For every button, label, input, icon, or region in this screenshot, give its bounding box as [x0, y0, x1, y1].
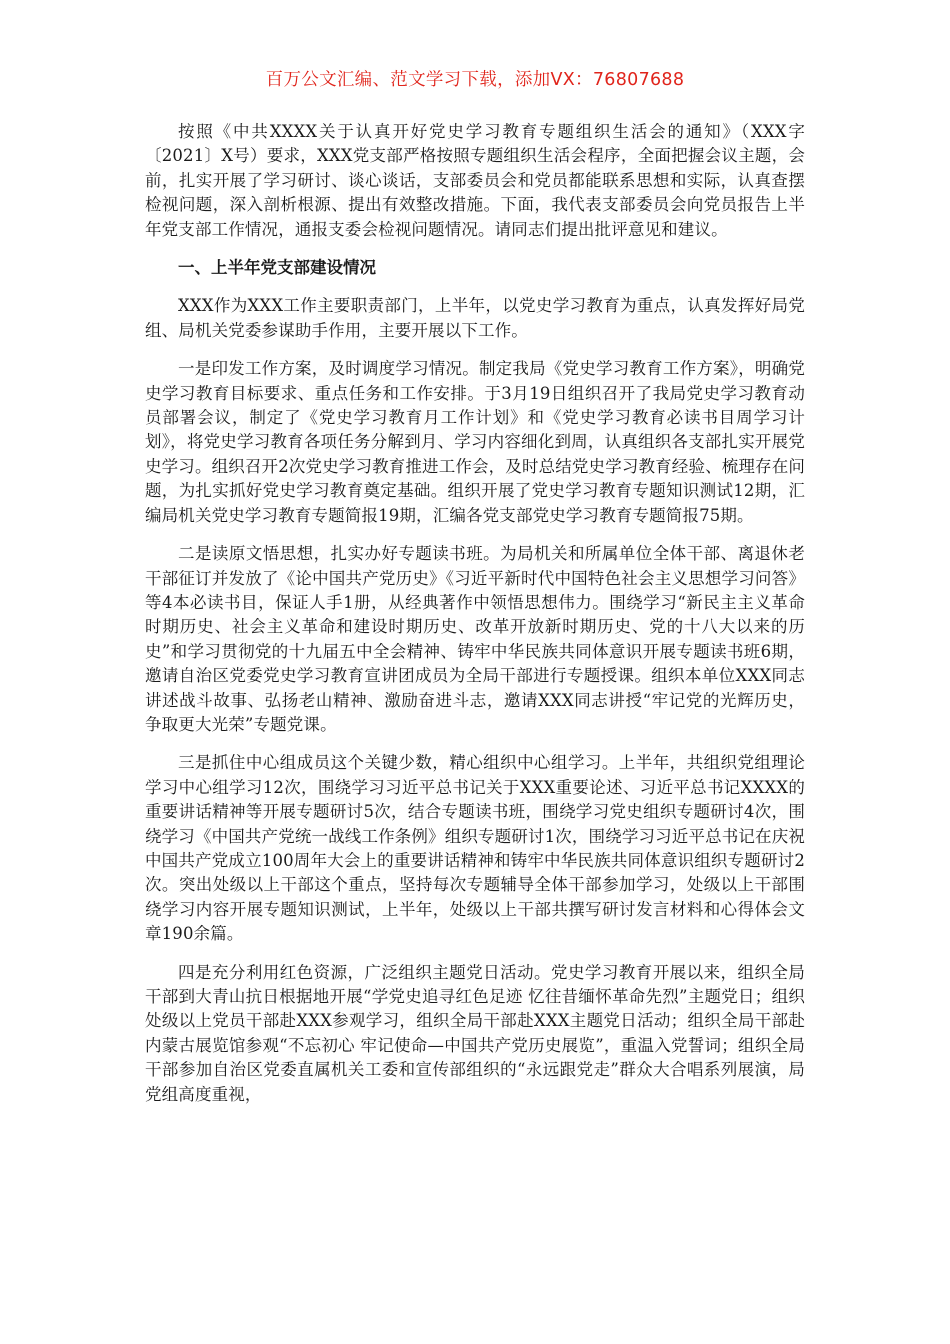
section-intro-paragraph: XXX作为XXX工作主要职责部门，上半年，以党史学习教育为重点，认真发挥好局党组、局机关党委参谋助手作用，主要开展以下工作。 [145, 296, 805, 340]
item-paragraph-1: 一是印发工作方案，及时调度学习情况。制定我局《党史学习教育工作方案》，明确党史学习教育目标要求、重点任务和工作安排。于3月19日组织召开了我局党史学习教育动员部署会议，制定了《党史学习教育月工作计划》和《党史学习教育必读书目周学习计划》，将党史学习教育各项任务分解到月、学习内容细化到周，认真组织各支部扎实开展党史学习。组织召开2次党史学习教育推进工作会，及时总结党史学习教育经验、梳理存在问题，为扎实抓好党史学习教育奠定基础。组织开展了党史学习教育专题知识测试12期，汇编局机关党史学习教育专题简报19期，汇编各党支部党史学习教育专题简报75期。 [145, 359, 805, 525]
intro-paragraph: 按照《中共XXXX关于认真开好党史学习教育专题组织生活会的通知》（XXX字〔2021〕X号）要求，XXX党支部严格按照专题组织生活会程序，全面把握会议主题，会前，扎实开展了学习研讨、谈心谈话，支部委员会和党员都能联系思想和实际，认真查摆检视问题，深入剖析根源、提出有效整改措施。下面，我代表支部委员会向党员报告上半年党支部工作情况，通报支委会检视问题情况。请同志们提出批评意见和建议。 [145, 122, 805, 239]
item-paragraph-2: 二是读原文悟思想，扎实办好专题读书班。为局机关和所属单位全体干部、离退休老干部征订并发放了《论中国共产党历史》《习近平新时代中国特色社会主义思想学习问答》等4本必读书目，保证人手1册，从经典著作中领悟思想伟力。围绕学习“新民主主义革命时期历史、社会主义革命和建设时期历史、改革开放新时期历史、党的十八大以来的历史”和学习贯彻党的十九届五中全会精神、铸牢中华民族共同体意识开展专题读书班6期，邀请自治区党委党史学习教育宣讲团成员为全局干部进行专题授课。组织本单位XXX同志讲述战斗故事、弘扬老山精神、激励奋进斗志，邀请XXX同志讲授“牢记党的光辉历史，争取更大光荣”专题党课。 [145, 544, 805, 734]
item-paragraph-3: 三是抓住中心组成员这个关键少数，精心组织中心组学习。上半年，共组织党组理论学习中心组学习12次，围绕学习习近平总书记关于XXX重要论述、习近平总书记XXXX的重要讲话精神等开展专题研讨5次，结合专题读书班，围绕学习党史组织专题研讨4次，围绕学习《中国共产党统一战线工作条例》组织专题研讨1次，围绕学习习近平总书记在庆祝中国共产党成立100周年大会上的重要讲话精神和铸牢中华民族共同体意识组织专题研讨2次。突出处级以上干部这个重点，坚持每次专题辅导全体干部参加学习，处级以上干部围绕学习内容开展专题知识测试，上半年，处级以上干部共撰写研讨发言材料和心得体会文章190余篇。 [145, 753, 805, 944]
item-paragraph-4: 四是充分利用红色资源，广泛组织主题党日活动。党史学习教育开展以来，组织全局干部到大青山抗日根据地开展“学党史追寻红色足迹 忆往昔缅怀革命先烈”主题党日；组织处级以上党员干部赴XXX参观学习，组织全局干部赴XXX主题党日活动；组织全局干部赴内蒙古展览馆参观“不忘初心 牢记使命—中国共产党历史展览”，重温入党誓词；组织全局干部参加自治区党委直属机关工委和宣传部组织的“永远跟党走”群众大合唱系列展演，局党组高度重视， [145, 962, 805, 1104]
document-body [145, 120, 805, 1121]
section-heading: 一、上半年党支部建设情况 [178, 258, 376, 278]
header-banner: 百万公文汇编、范文学习下载，添加VX：76807688 [265, 70, 685, 90]
